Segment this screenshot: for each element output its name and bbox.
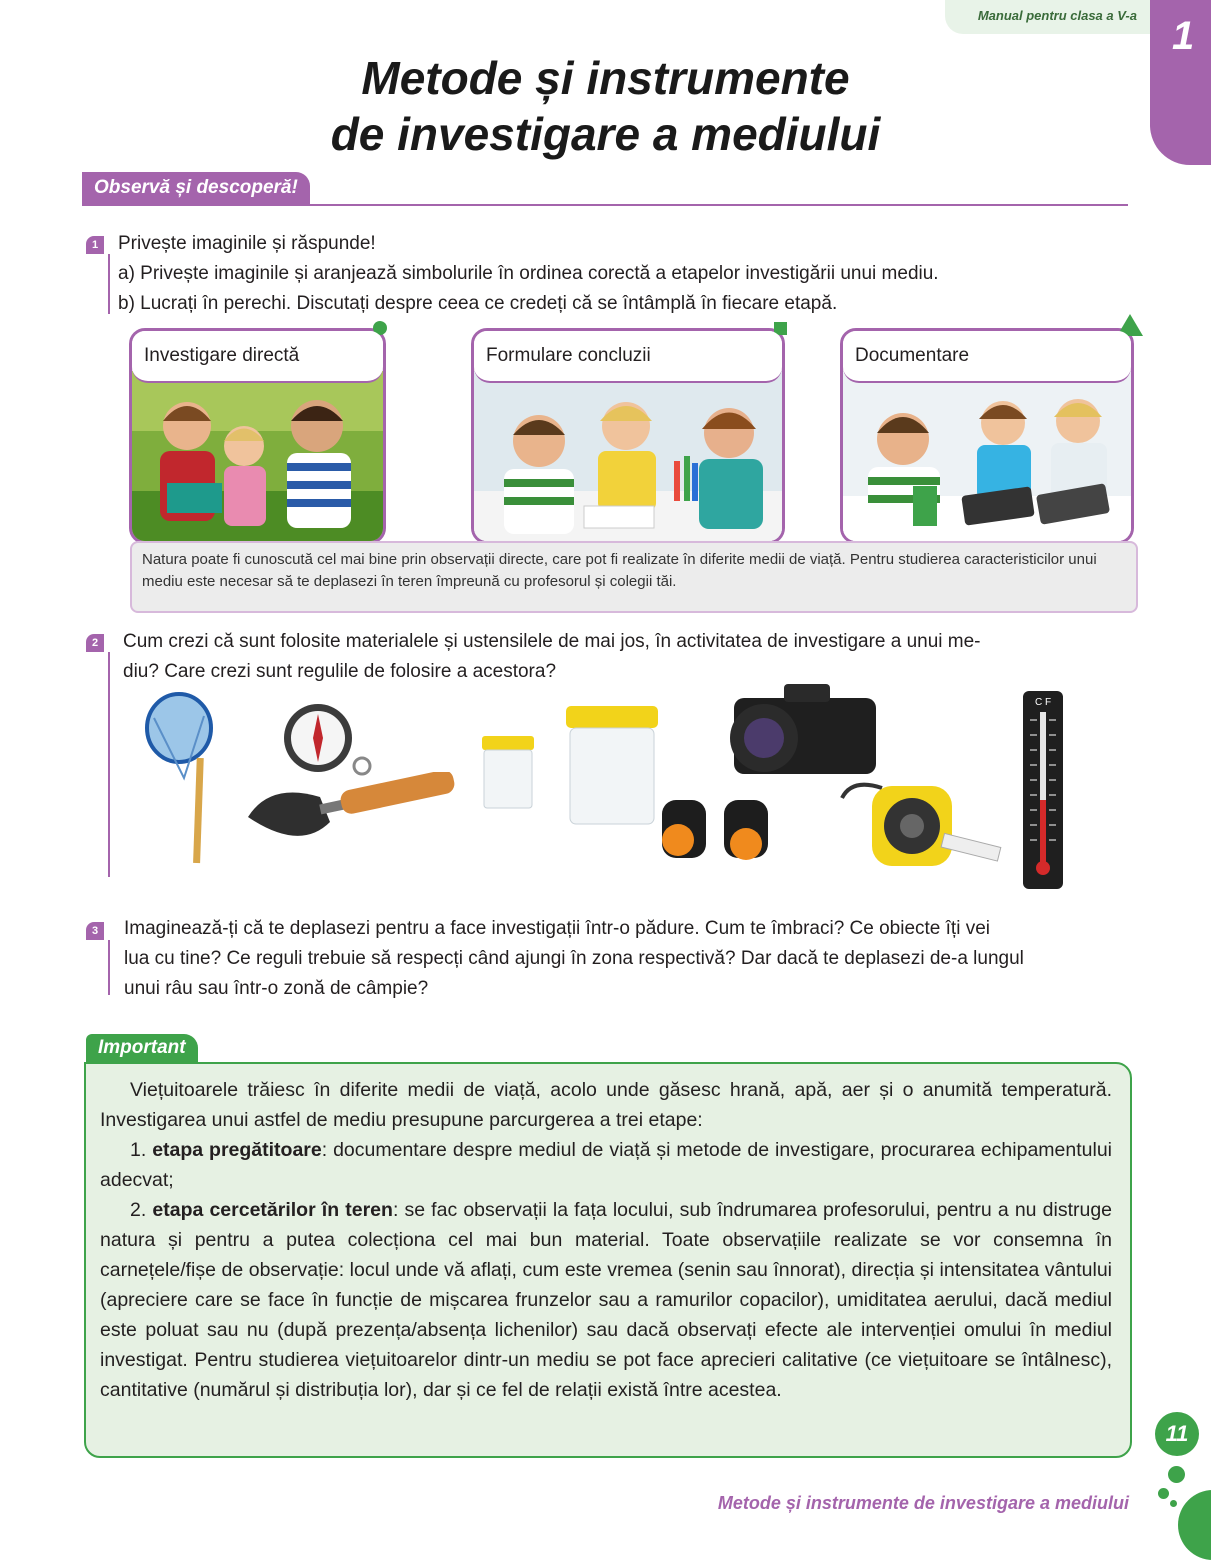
section-header [82, 172, 1128, 206]
important-paragraph: Viețuitoarele trăiesc în diferite medii de viață, acolo unde găsesc hrană, apă, aer și o anumită temperatură. Investigarea unui astfel de mediu presupune parcurgerea a trei etape: [100, 1079, 1112, 1131]
question-line-2 [108, 652, 110, 877]
info-note: Natura poate fi cunoscută cel mai bine prin observații directe, care pot fi realizate în diferite medii de viață. Pentru studierea caracteristicilor unui mediu este necesar să te deplasezi în teren împreună cu profesorul și colegii tăi. [130, 541, 1138, 613]
decor-dot [1158, 1488, 1169, 1499]
page-title-line1: Metode și instrumente [361, 52, 850, 104]
q3-line1: Imaginează-ți că te deplasezi pentru a face investigații într-o pădure. Cum te îmbraci? Ce obiecte îți vei [124, 918, 990, 939]
decor-dot [1170, 1500, 1177, 1507]
item-1-rest: : documentare despre mediul de viață și metode de investigare, procurarea echipamentului adecvat; [100, 1139, 1113, 1191]
q1-line3: b) Lucrați în perechi. Discutați despre ceea ce credeți că se întâmplă în fiecare etapă. [118, 293, 838, 314]
important-text [100, 1075, 1112, 1405]
section-label: Observă și descoperă! [82, 172, 310, 204]
large-specimen-jar-icon [562, 704, 662, 826]
page-title-line2: de investigare a mediului [330, 108, 881, 160]
butterfly-net-icon [134, 688, 224, 868]
item-2-bold: etapa cercetărilor în teren [152, 1199, 393, 1221]
running-title: Metode și instrumente de investigare a mediului [717, 1493, 1129, 1513]
item-2-prefix: 2. [130, 1199, 153, 1221]
question-line-1 [108, 254, 110, 314]
thermometer-icon [1022, 690, 1064, 890]
tape-measure-icon [832, 778, 1002, 878]
stage-card-label: Investigare directă [132, 331, 383, 383]
thermometer-scale-label: C F [1034, 697, 1052, 708]
stage-card-label: Documentare [843, 331, 1131, 383]
question-number-1: 1 [86, 236, 104, 254]
book-label-tab [945, 0, 1155, 34]
stage-card-documentare [840, 328, 1134, 544]
q1-line1: Privește imaginile și răspunde! [118, 233, 376, 254]
decor-dot [1168, 1466, 1185, 1483]
compass-icon [278, 700, 378, 780]
page-number: 11 [1155, 1412, 1199, 1456]
question-line-3 [108, 940, 110, 995]
decor-corner [1178, 1490, 1211, 1560]
photo-kids-tablet [843, 371, 1131, 541]
question-number-2: 2 [86, 634, 104, 652]
book-label: Manual pentru clasa a V-a [977, 8, 1137, 23]
binoculars-icon [656, 790, 774, 868]
q1-line2: a) Privește imaginile și aranjează simbolurile în ordinea corectă a etapelor investigării unui mediu. [118, 263, 939, 284]
small-specimen-jar-icon [478, 734, 538, 810]
item-2-rest: : se fac observații la fața locului, sub îndrumarea profesorului, pentru a nu distruge natura și pentru a putea colecționa cel mai bun material. Toate observațiile realizate se vor consemna în carnețele/fișe de observație: locul unde vă aflați, cum este vremea (senin sau înnorat), direcția și intensitatea vântului (apreciere care se face în funcție de mișcarea frunzelor sau a ramurilor copacilor), umiditatea aerului, dacă mediul este poluat sau nu (după prezența/absența lichenilor) sau dacă observați efecte ale intervenției omului în mediul investigat. Pentru studierea viețuitoarelor dintr-un mediu se pot face aprecieri calitative (ce viețuitoare se întâlnesc), cantitative (numărul și distribuția lor), dar și ce fel de relații există între acestea. [100, 1199, 1113, 1401]
chapter-number: 1 [1172, 14, 1195, 58]
item-1-bold: etapa pregătitoare [152, 1139, 322, 1161]
important-item-1 [100, 1135, 1112, 1195]
question-number-3: 3 [86, 922, 104, 940]
stage-card-investigare [129, 328, 386, 544]
q3-line3: unui râu sau într-o zonă de câmpie? [124, 978, 429, 999]
important-item-2 [100, 1195, 1112, 1405]
camera-icon [724, 680, 884, 780]
important-label: Important [86, 1034, 198, 1062]
photo-kids-writing [474, 371, 782, 541]
trowel-icon [240, 772, 460, 852]
stage-card-concluzii [471, 328, 785, 544]
photo-kids-reading-outdoors [132, 371, 383, 541]
stage-card-label: Formulare concluzii [474, 331, 782, 383]
item-1-prefix: 1. [130, 1139, 153, 1161]
q2-line1: Cum crezi că sunt folosite materialele și ustensilele de mai jos, în activitatea de investigare a unui me- [123, 631, 981, 652]
q2-line2: diu? Care crezi sunt regulile de folosire a acestora? [123, 661, 557, 682]
q3-line2: lua cu tine? Ce reguli trebuie să respecți când ajungi în zona respectivă? Dar dacă te deplasezi de-a lungul [124, 948, 1024, 969]
